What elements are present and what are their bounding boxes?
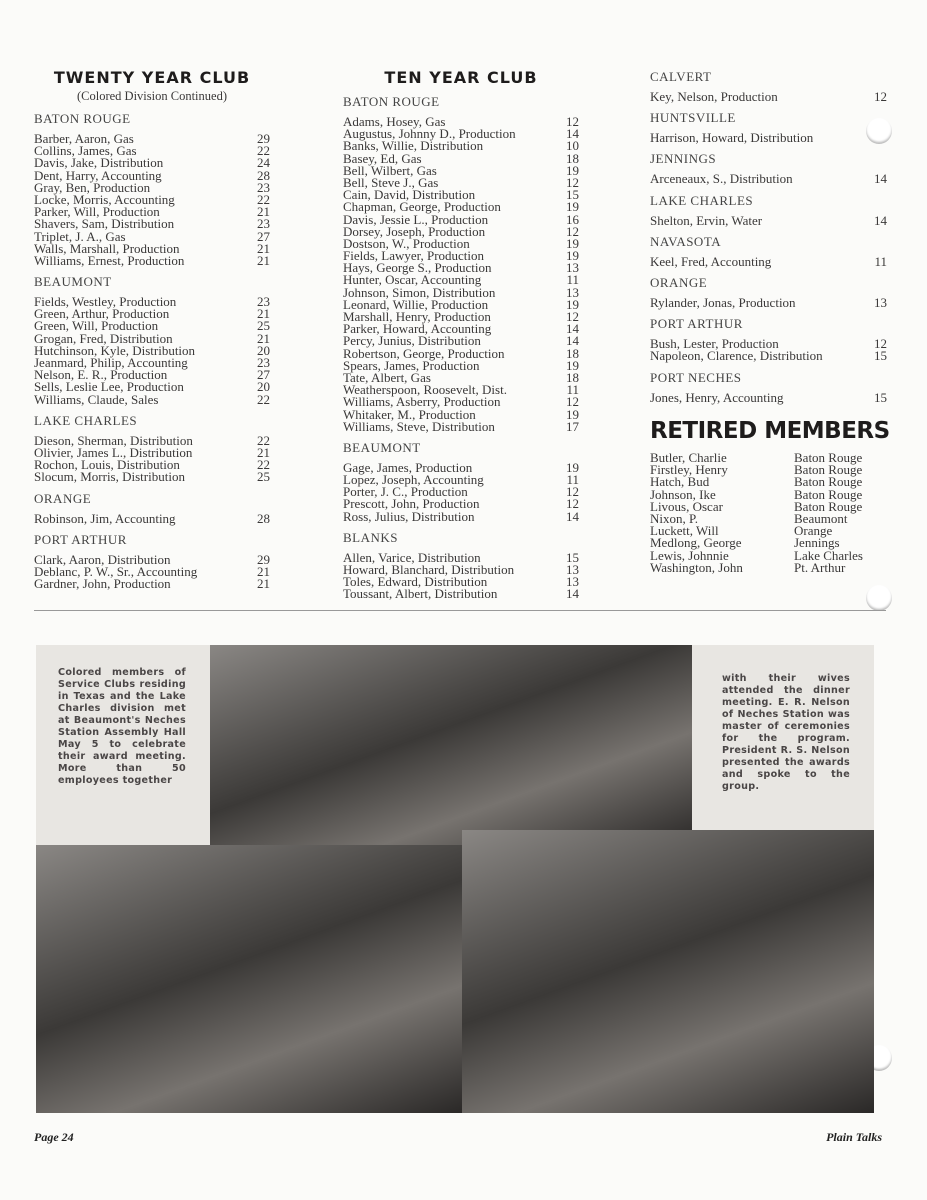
- years-of-service: 11: [566, 382, 579, 398]
- years-of-service: 21: [257, 252, 270, 268]
- years-of-service: 19: [566, 296, 579, 312]
- member-name: Fields, Lawyer, Production: [343, 248, 485, 264]
- member-name: Augustus, Johnny D., Production: [343, 126, 516, 142]
- years-of-service: 19: [566, 406, 579, 422]
- section-heading: JENNINGS: [650, 151, 717, 167]
- member-name: Locke, Morris, Accounting: [34, 191, 175, 207]
- years-of-service: 14: [874, 171, 887, 187]
- dinner-photo-left: [36, 845, 462, 1113]
- years-of-service: 19: [566, 248, 579, 264]
- twenty-year-club-subtitle: (Colored Division Continued): [77, 89, 227, 103]
- years-of-service: 21: [257, 330, 270, 346]
- member-name: Davis, Jessie L., Production: [343, 211, 489, 227]
- member-name: Howard, Blanchard, Distribution: [343, 562, 515, 577]
- member-name: Basey, Ed, Gas: [343, 150, 422, 166]
- member-name: Rochon, Louis, Distribution: [34, 457, 180, 473]
- ten-year-club-continued: [650, 62, 887, 404]
- years-of-service: 14: [566, 586, 579, 602]
- member-name: Jeanmard, Philip, Accounting: [34, 355, 188, 370]
- years-of-service: 11: [566, 272, 579, 288]
- member-name: Harrison, Howard, Distribution: [650, 130, 814, 146]
- years-of-service: 12: [566, 114, 579, 129]
- years-of-service: 23: [257, 179, 270, 195]
- retired-member-row: [650, 559, 890, 575]
- member-name: Luckett, Will: [650, 523, 719, 539]
- years-of-service: 21: [257, 306, 270, 322]
- member-name: Firstley, Henry: [650, 462, 728, 478]
- member-name: Barber, Aaron, Gas: [34, 131, 134, 146]
- member-name: Arceneaux, S., Distribution: [650, 171, 793, 187]
- member-name: Leonard, Willie, Production: [343, 296, 489, 312]
- member-name: Williams, Claude, Sales: [34, 391, 159, 407]
- years-of-service: 25: [257, 469, 270, 485]
- list-item: [650, 173, 887, 185]
- years-of-service: 12: [566, 309, 579, 324]
- years-of-service: 19: [566, 162, 579, 178]
- years-of-service: 11: [566, 472, 579, 488]
- years-of-service: 22: [257, 143, 270, 159]
- years-of-service: 17: [566, 418, 579, 434]
- section-heading: CALVERT: [650, 69, 712, 84]
- member-name: Chapman, George, Production: [343, 199, 501, 215]
- punch-hole: [866, 585, 892, 611]
- section-heading: NAVASOTA: [650, 233, 722, 249]
- member-name: Prescott, John, Production: [343, 496, 480, 512]
- section-heading: PORT ARTHUR: [34, 531, 127, 547]
- member-location: Pt. Arthur: [794, 559, 846, 575]
- years-of-service: 13: [566, 284, 579, 300]
- list-item: [343, 588, 579, 600]
- years-of-service: 12: [566, 394, 579, 410]
- years-of-service: 19: [566, 459, 579, 475]
- section-heading: LAKE CHARLES: [650, 192, 754, 208]
- years-of-service: 18: [566, 150, 579, 166]
- years-of-service: 10: [566, 138, 579, 154]
- years-of-service: 15: [566, 187, 579, 203]
- member-location: Baton Rouge: [794, 486, 863, 502]
- years-of-service: 21: [257, 563, 270, 579]
- member-name: Tate, Albert, Gas: [343, 369, 431, 385]
- member-name: Dieson, Sherman, Distribution: [34, 432, 193, 448]
- years-of-service: 20: [257, 379, 270, 395]
- member-name: Adams, Hosey, Gas: [343, 114, 446, 129]
- years-of-service: 27: [257, 228, 270, 244]
- years-of-service: 19: [566, 235, 579, 251]
- member-name: Lewis, Johnnie: [650, 547, 729, 563]
- list-item: [343, 418, 579, 434]
- ten-year-club-title: TEN YEAR CLUB: [384, 68, 538, 87]
- years-of-service: 15: [874, 389, 887, 405]
- caption-right: with their wives attended the dinner meeting. E. R. Nelson of Neches Station was master of ceremonies for the program. President R. S. Nelson presented the awards and spoke to the group.: [722, 673, 850, 792]
- list-item: [34, 252, 270, 268]
- member-name: Parker, Howard, Accounting: [343, 321, 492, 337]
- member-name: Gardner, John, Production: [34, 576, 171, 592]
- page-number: Page 24: [34, 1130, 74, 1144]
- years-of-service: 29: [257, 551, 270, 567]
- member-name: Nixon, P.: [650, 510, 699, 526]
- member-name: Hays, George S., Production: [343, 260, 492, 276]
- member-name: Ross, Julius, Distribution: [343, 508, 475, 524]
- years-of-service: 18: [566, 345, 579, 361]
- member-name: Fields, Westley, Production: [34, 294, 177, 310]
- years-of-service: 12: [566, 496, 579, 512]
- member-name: Grogan, Fred, Distribution: [34, 330, 173, 346]
- years-of-service: 19: [566, 199, 579, 215]
- member-name: Walls, Marshall, Production: [34, 240, 180, 256]
- member-name: Weatherspoon, Roosevelt, Dist.: [343, 382, 507, 398]
- years-of-service: 28: [257, 510, 270, 526]
- member-name: Triplet, J. A., Gas: [34, 228, 126, 244]
- member-location: Baton Rouge: [794, 498, 863, 514]
- years-of-service: 20: [257, 342, 270, 358]
- years-of-service: 28: [257, 167, 270, 183]
- years-of-service: 13: [566, 562, 579, 577]
- list-item: [34, 578, 270, 590]
- member-name: Green, Will, Production: [34, 318, 159, 334]
- list-item: [34, 391, 270, 407]
- member-name: Olivier, James L., Distribution: [34, 444, 193, 460]
- member-name: Robinson, Jim, Accounting: [34, 510, 176, 526]
- member-name: Marshall, Henry, Production: [343, 309, 491, 324]
- years-of-service: 12: [874, 336, 887, 352]
- years-of-service: 22: [257, 432, 270, 448]
- years-of-service: 21: [257, 204, 270, 220]
- member-name: Gray, Ben, Production: [34, 179, 151, 195]
- list-item: [650, 294, 887, 310]
- member-name: Bush, Lester, Production: [650, 336, 779, 352]
- twenty-year-club-title: TWENTY YEAR CLUB: [53, 68, 251, 87]
- member-name: Hutchinson, Kyle, Distribution: [34, 342, 196, 358]
- member-location: Orange: [794, 523, 833, 539]
- member-name: Collins, James, Gas: [34, 143, 137, 159]
- years-of-service: 13: [566, 260, 579, 276]
- list-item: [34, 471, 270, 483]
- years-of-service: 22: [257, 457, 270, 473]
- member-name: Johnson, Ike: [650, 486, 716, 502]
- years-of-service: 16: [566, 211, 579, 227]
- member-name: Livous, Oscar: [650, 498, 723, 514]
- member-name: Nelson, E. R., Production: [34, 367, 168, 383]
- section-heading: ORANGE: [650, 274, 708, 290]
- years-of-service: 12: [566, 484, 579, 500]
- list-item: [650, 212, 887, 228]
- years-of-service: 22: [257, 391, 270, 407]
- member-location: Beaumont: [794, 510, 848, 526]
- section-heading: ORANGE: [34, 490, 92, 506]
- member-name: Gage, James, Production: [343, 459, 473, 475]
- member-name: Williams, Ernest, Production: [34, 252, 185, 268]
- photo-collage: [36, 645, 874, 1113]
- member-name: Shavers, Sam, Distribution: [34, 216, 175, 232]
- years-of-service: 14: [566, 508, 579, 524]
- member-name: Slocum, Morris, Distribution: [34, 469, 185, 485]
- member-location: Baton Rouge: [794, 474, 863, 490]
- years-of-service: 13: [566, 574, 579, 590]
- member-location: Baton Rouge: [794, 462, 863, 478]
- member-name: Rylander, Jonas, Production: [650, 294, 796, 310]
- years-of-service: 23: [257, 216, 270, 232]
- member-name: Hatch, Bud: [650, 474, 710, 490]
- caption-left: Colored members of Service Clubs residing in Texas and the Lake Charles division met at Beaumont's Neches Station Assembly Hall May 5 to celebrate their award meeting. More than 50 employees together: [58, 667, 186, 786]
- section-heading: BATON ROUGE: [343, 94, 440, 109]
- member-name: Clark, Aaron, Distribution: [34, 551, 171, 567]
- section-heading: HUNTSVILLE: [650, 110, 736, 126]
- member-name: Washington, John: [650, 559, 743, 575]
- years-of-service: 23: [257, 355, 270, 370]
- member-name: Deblanc, P. W., Sr., Accounting: [34, 563, 198, 579]
- list-item: [34, 510, 270, 526]
- list-item: [650, 350, 887, 362]
- section-heading: PORT NECHES: [650, 369, 742, 385]
- punch-hole: [866, 118, 892, 144]
- member-name: Williams, Steve, Distribution: [343, 418, 495, 434]
- years-of-service: 22: [257, 191, 270, 207]
- member-name: Dorsey, Joseph, Production: [343, 223, 486, 239]
- member-name: Percy, Junius, Distribution: [343, 333, 481, 349]
- list-item: [650, 91, 887, 103]
- member-name: Medlong, George: [650, 535, 742, 551]
- section-heading: BATON ROUGE: [34, 111, 131, 126]
- list-item: [650, 253, 887, 269]
- member-name: Bell, Wilbert, Gas: [343, 162, 437, 178]
- years-of-service: 13: [874, 294, 887, 310]
- member-name: Bell, Steve J., Gas: [343, 174, 439, 190]
- retired-members-title: RETIRED MEMBERS: [650, 418, 890, 444]
- years-of-service: 12: [874, 89, 887, 104]
- member-name: Allen, Varice, Distribution: [343, 549, 481, 565]
- years-of-service: 11: [874, 253, 887, 269]
- member-name: Whitaker, M., Production: [343, 406, 476, 422]
- member-name: Dostson, W., Production: [343, 235, 470, 251]
- section-heading: PORT ARTHUR: [650, 316, 743, 332]
- list-item: [650, 389, 887, 405]
- divider: [34, 610, 886, 611]
- member-name: Robertson, George, Production: [343, 345, 505, 361]
- years-of-service: 21: [257, 240, 270, 256]
- member-name: Cain, David, Distribution: [343, 187, 476, 203]
- member-name: Sells, Leslie Lee, Production: [34, 379, 184, 395]
- member-name: Banks, Willie, Distribution: [343, 138, 484, 154]
- years-of-service: 21: [257, 576, 270, 592]
- years-of-service: 24: [257, 155, 270, 171]
- member-name: Toussant, Albert, Distribution: [343, 586, 498, 602]
- group-photo: [210, 645, 692, 845]
- member-name: Key, Nelson, Production: [650, 89, 778, 104]
- member-name: Johnson, Simon, Distribution: [343, 284, 496, 300]
- member-name: Porter, J. C., Production: [343, 484, 468, 500]
- years-of-service: 15: [874, 348, 887, 364]
- member-location: Jennings: [794, 535, 840, 551]
- member-name: Toles, Edward, Distribution: [343, 574, 488, 590]
- publication-name: Plain Talks: [826, 1130, 882, 1144]
- twenty-year-club: [34, 68, 270, 590]
- member-name: Parker, Will, Production: [34, 204, 160, 220]
- section-heading: BEAUMONT: [343, 439, 421, 455]
- years-of-service: 14: [566, 126, 579, 142]
- years-of-service: 12: [566, 174, 579, 190]
- member-name: Butler, Charlie: [650, 450, 727, 465]
- ten-year-club: [343, 68, 579, 601]
- years-of-service: 21: [257, 444, 270, 460]
- member-location: Baton Rouge: [794, 450, 863, 465]
- member-name: Keel, Fred, Accounting: [650, 253, 772, 269]
- years-of-service: 19: [566, 357, 579, 373]
- member-name: Shelton, Ervin, Water: [650, 212, 763, 228]
- list-item: [650, 132, 887, 144]
- years-of-service: 14: [566, 333, 579, 349]
- member-name: Lopez, Joseph, Accounting: [343, 472, 484, 488]
- member-name: Spears, James, Production: [343, 357, 480, 373]
- years-of-service: 18: [566, 369, 579, 385]
- member-name: Davis, Jake, Distribution: [34, 155, 164, 171]
- years-of-service: 12: [566, 223, 579, 239]
- years-of-service: 15: [566, 549, 579, 565]
- section-heading: BEAUMONT: [34, 274, 112, 290]
- member-location: Lake Charles: [794, 547, 863, 563]
- member-name: Dent, Harry, Accounting: [34, 167, 162, 183]
- member-name: Green, Arthur, Production: [34, 306, 170, 322]
- retired-members: [650, 418, 890, 574]
- years-of-service: 29: [257, 131, 270, 146]
- dinner-photo-right: [462, 830, 874, 1113]
- years-of-service: 27: [257, 367, 270, 383]
- years-of-service: 23: [257, 294, 270, 310]
- member-name: Williams, Asberry, Production: [343, 394, 501, 410]
- member-name: Napoleon, Clarence, Distribution: [650, 348, 823, 364]
- years-of-service: 25: [257, 318, 270, 334]
- section-heading: BLANKS: [343, 529, 399, 545]
- member-name: Jones, Henry, Accounting: [650, 389, 784, 405]
- years-of-service: 14: [566, 321, 579, 337]
- list-item: [343, 508, 579, 524]
- member-name: Hunter, Oscar, Accounting: [343, 272, 482, 288]
- section-heading: LAKE CHARLES: [34, 412, 138, 428]
- years-of-service: 14: [874, 212, 887, 228]
